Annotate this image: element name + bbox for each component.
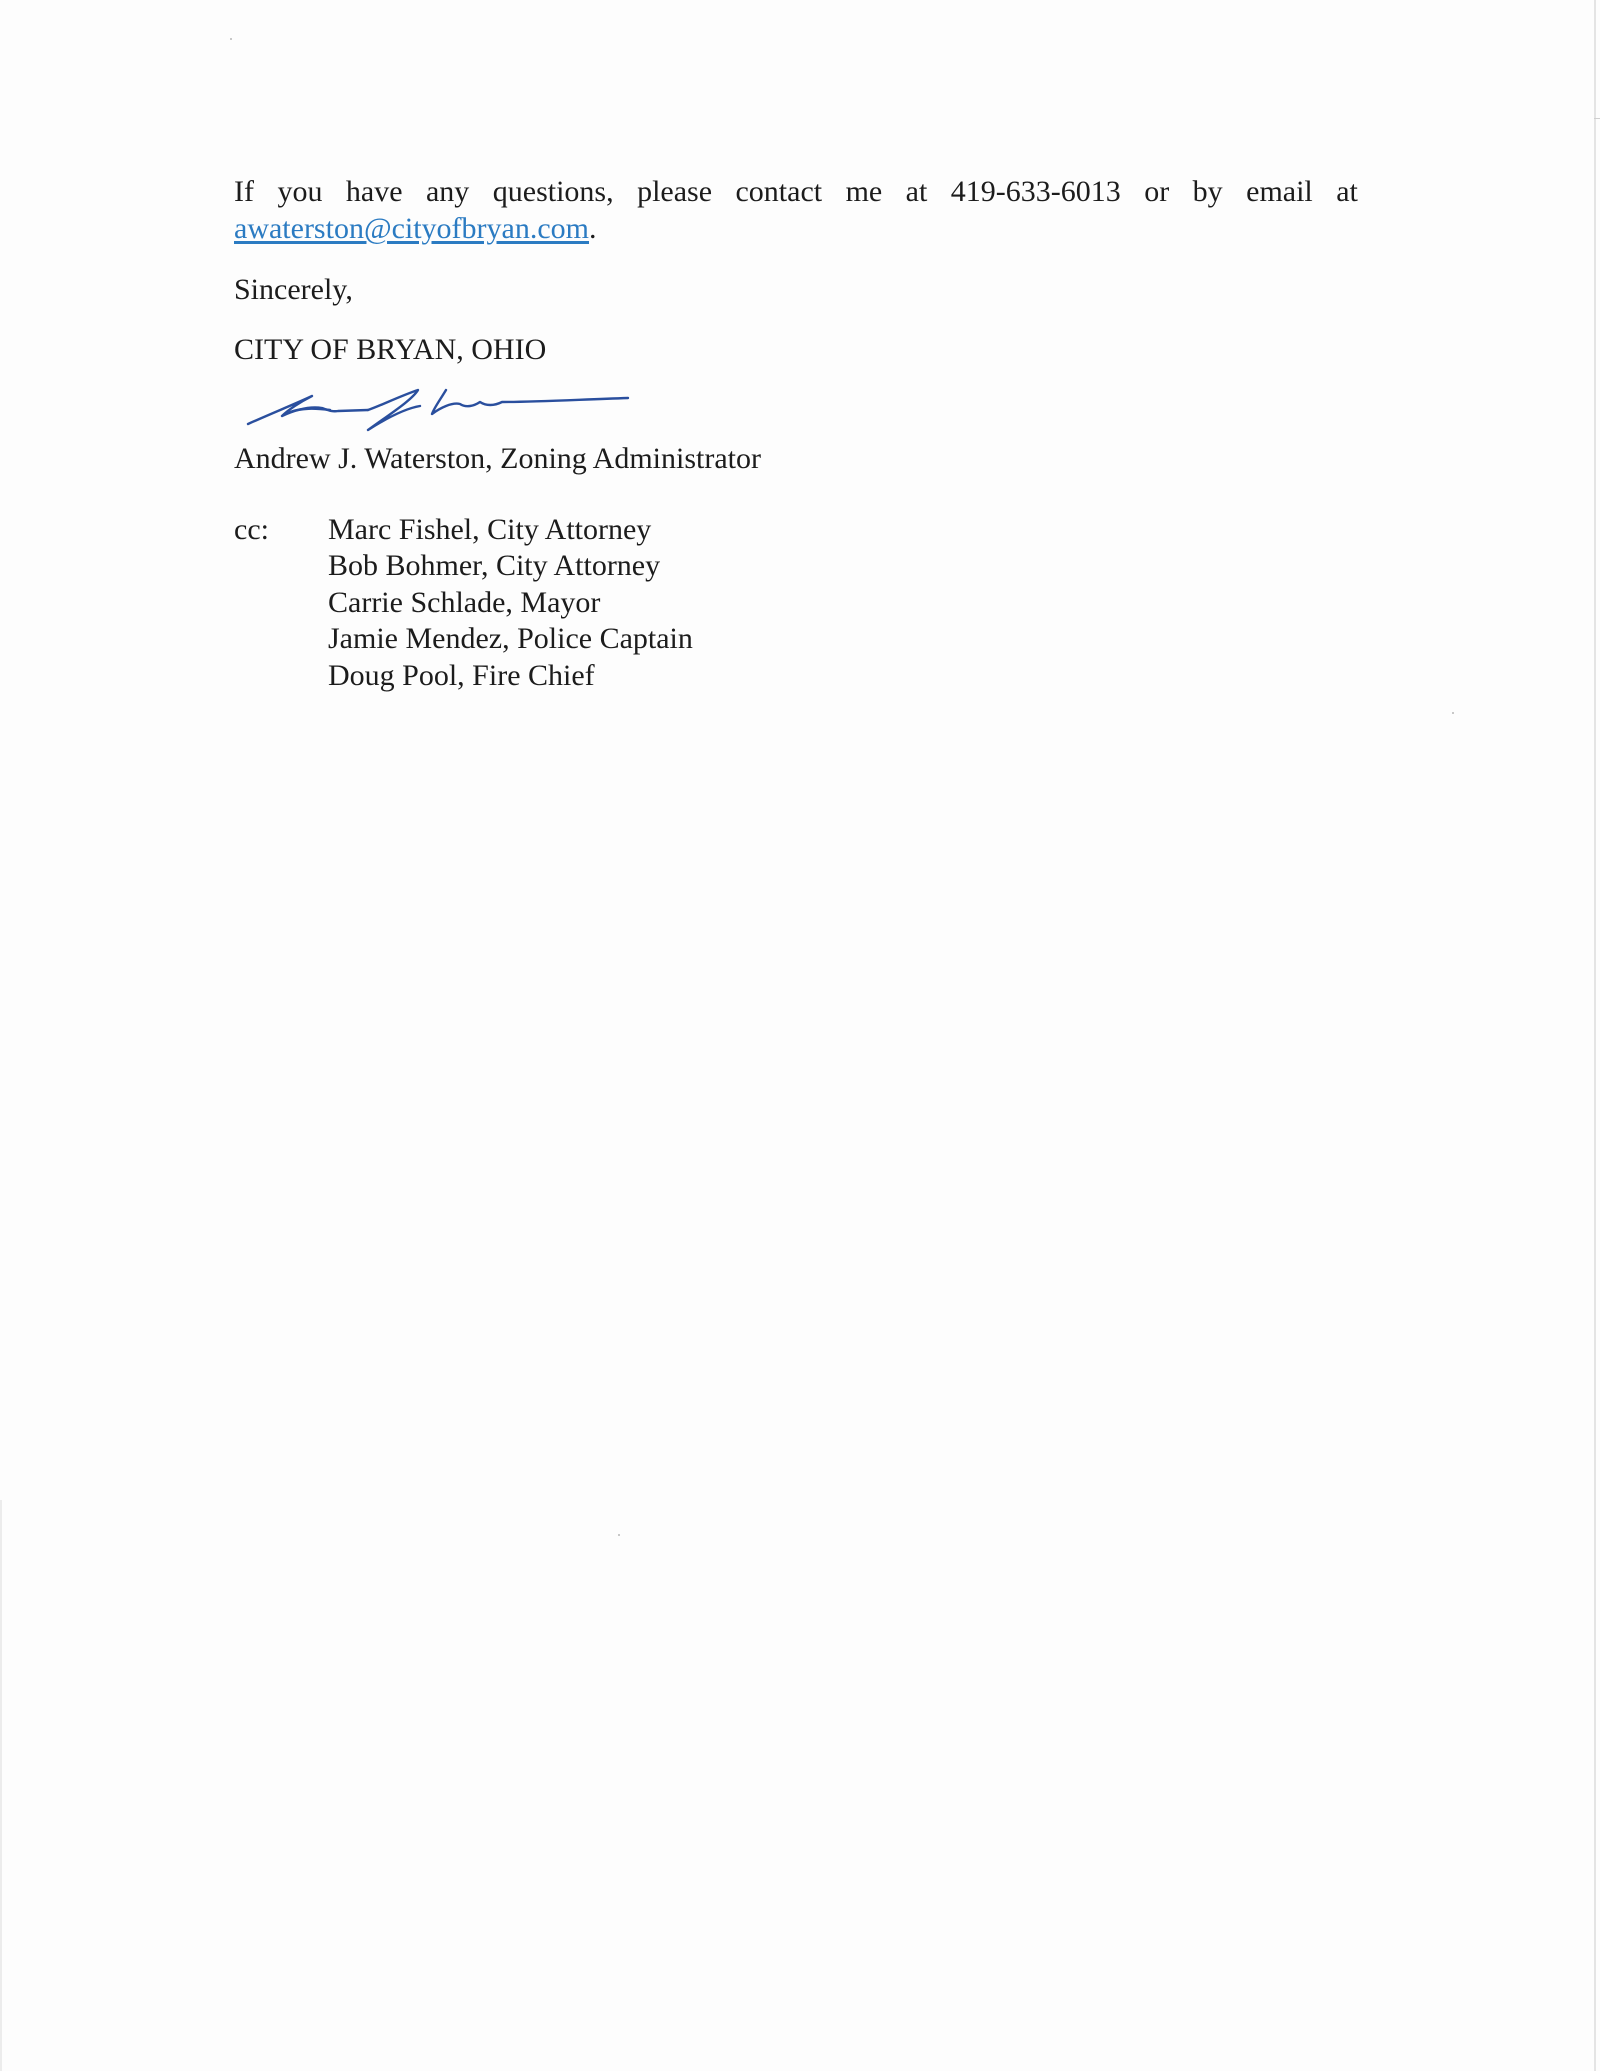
contact-word: email — [1246, 175, 1313, 208]
cc-label: cc: — [234, 513, 269, 546]
contact-paragraph-line-1 — [234, 173, 1358, 210]
signer-name-title: Andrew J. Waterston, Zoning Administrator — [234, 442, 761, 475]
cc-recipient: Doug Pool, Fire Chief — [328, 658, 595, 692]
contact-word: have — [345, 175, 403, 208]
phone-number: 419-633-6013 — [950, 175, 1121, 208]
closing-salutation: Sincerely, — [234, 273, 353, 306]
email-link[interactable]: awaterston@cityofbryan.com — [234, 212, 590, 245]
cc-recipient: Marc Fishel, City Attorney — [328, 513, 652, 546]
cc-recipient: Bob Bohmer, City Attorney — [328, 549, 661, 583]
scan-speck — [230, 38, 232, 40]
contact-word: please — [637, 175, 713, 208]
contact-word: any — [425, 175, 470, 208]
contact-word: by — [1192, 175, 1223, 208]
email-period: . — [589, 212, 597, 245]
contact-word: at — [905, 175, 928, 208]
contact-word: me — [845, 175, 883, 208]
contact-word: If — [234, 175, 254, 208]
cc-list — [328, 512, 693, 694]
contact-word: you — [277, 175, 323, 208]
scan-edge-right — [1594, 0, 1596, 2071]
scan-speck — [618, 1534, 620, 1536]
contact-word: contact — [735, 175, 823, 208]
contact-paragraph-line-2 — [234, 210, 597, 247]
scan-speck — [1452, 712, 1454, 714]
contact-word: or — [1144, 175, 1170, 208]
scan-edge-mark — [1594, 118, 1600, 119]
scan-edge-left — [0, 1500, 2, 2071]
organization-name: CITY OF BRYAN, OHIO — [234, 333, 547, 366]
contact-word: questions, — [492, 175, 614, 208]
cc-recipient: Carrie Schlade, Mayor — [328, 585, 601, 619]
cc-recipient: Jamie Mendez, Police Captain — [328, 622, 693, 656]
contact-word: at — [1336, 175, 1358, 208]
handwritten-signature — [240, 386, 640, 436]
